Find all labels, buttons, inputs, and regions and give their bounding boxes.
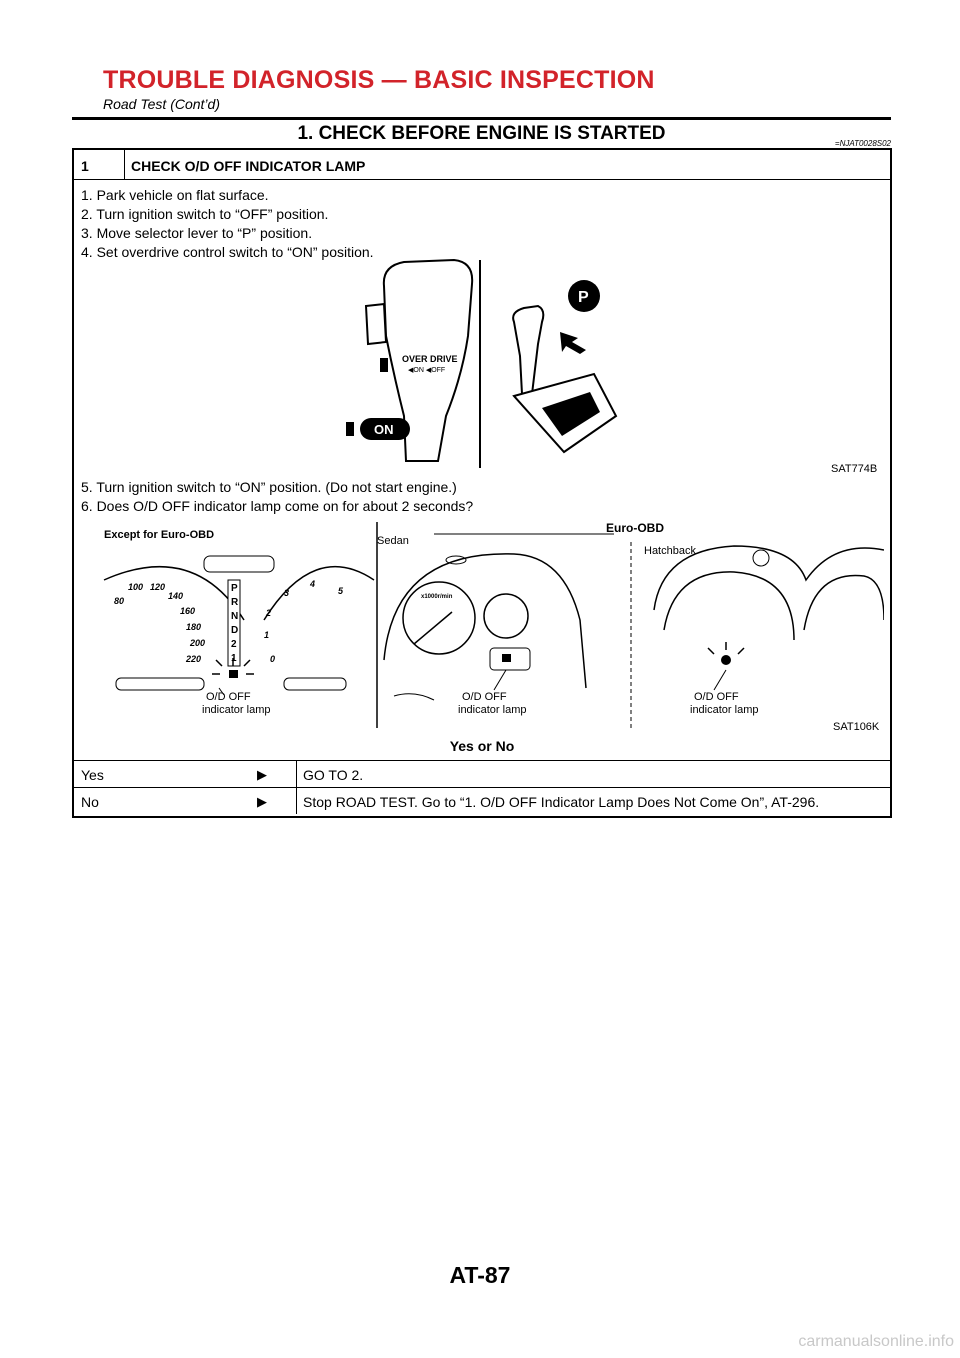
switch-label: OVER DRIVE [402,354,458,364]
header-title: TROUBLE DIAGNOSIS — BASIC INSPECTION [103,66,655,94]
svg-text:indicator lamp: indicator lamp [458,704,527,716]
result-row-no [74,787,890,814]
svg-text:5: 5 [338,586,344,596]
watermark: carmanualsonline.info [798,1333,954,1350]
lamp-label-line2: indicator lamp [202,704,271,716]
push-arrow-icon [560,332,586,354]
svg-text:1: 1 [231,653,237,664]
svg-text:1: 1 [264,630,270,640]
yes-or-no-heading: Yes or No [449,738,515,754]
svg-text:x1000r/min: x1000r/min [421,594,453,600]
step-title: CHECK O/D OFF INDICATOR LAMP [131,158,366,174]
figure-code-2: SAT106K [833,721,880,733]
svg-text:200: 200 [190,638,206,648]
svg-text:4: 4 [310,579,316,589]
od-off-lamp-icon [502,654,511,662]
sedan-label: Sedan [377,535,409,547]
diagnosis-table [72,148,892,818]
svg-text:0: 0 [270,654,276,664]
reference-code: =NJAT0028S02 [834,139,891,148]
figure-code: SAT774B [831,463,878,475]
header-subtitle: Road Test (Cont’d) [103,96,220,112]
section-title: 1. CHECK BEFORE ENGINE IS STARTED [297,123,666,144]
result-action: GO TO 2. [303,767,364,783]
svg-text:220: 220 [186,654,202,664]
svg-text:160: 160 [180,606,196,616]
step-number: 1 [81,158,89,174]
svg-text:O/D OFF: O/D OFF [462,691,507,703]
gear-position-indicator [228,580,240,666]
svg-text:3: 3 [284,588,290,598]
svg-text:180: 180 [186,622,202,632]
step-header-row [74,150,890,180]
instruction-2: 2. Turn ignition switch to “OFF” position. [81,206,329,222]
instruction-1: 1. Park vehicle on flat surface. [81,187,269,203]
svg-text:100: 100 [128,582,144,592]
arrow-right-icon: ▶ [257,767,267,782]
meter-figure [94,520,884,730]
instruction-6: 6. Does O/D OFF indicator lamp come on for about 2 seconds? [81,498,474,514]
svg-text:N: N [231,611,239,622]
instruction-5: 5. Turn ignition switch to “ON” position. (Do not start engine.) [81,479,457,495]
p-badge-label: P [578,289,589,306]
svg-text:2: 2 [231,639,237,650]
svg-text:D: D [231,625,239,636]
svg-text:2: 2 [266,608,272,618]
euro-obd-heading: Euro-OBD [606,521,664,535]
result-answer: No [81,794,99,810]
column-divider [124,150,125,179]
svg-text:140: 140 [168,591,184,601]
instruction-4: 4. Set overdrive control switch to “ON” position. [81,244,374,260]
svg-text:O/D OFF: O/D OFF [694,691,739,703]
svg-text:indicator lamp: indicator lamp [690,704,759,716]
hatchback-label: Hatchback [644,545,696,557]
result-action: Stop ROAD TEST. Go to “1. O/D OFF Indicator Lamp Does Not Come On”, AT-296. [303,794,820,810]
switch-positions: ◀ON ◀OFF [408,367,446,374]
svg-text:R: R [231,597,239,608]
header-rule [72,117,891,120]
selector-lever-figure [334,256,634,476]
on-badge-label: ON [374,422,394,437]
od-off-lamp-icon [721,655,731,665]
svg-text:P: P [231,583,238,594]
except-euro-heading: Except for Euro-OBD [104,529,215,541]
page-number: AT-87 [449,1262,511,1288]
arrow-right-icon: ▶ [257,794,267,809]
svg-text:80: 80 [114,596,125,606]
od-off-lamp-icon [212,658,254,678]
instruction-3: 3. Move selector lever to “P” position. [81,225,313,241]
button-icon [380,358,388,372]
svg-text:120: 120 [150,582,166,592]
warning-icon [753,550,769,566]
lamp-label-line1: O/D OFF [206,691,251,703]
result-row-yes [74,760,890,787]
result-answer: Yes [81,767,104,783]
column-divider [296,788,297,814]
column-divider [296,761,297,787]
